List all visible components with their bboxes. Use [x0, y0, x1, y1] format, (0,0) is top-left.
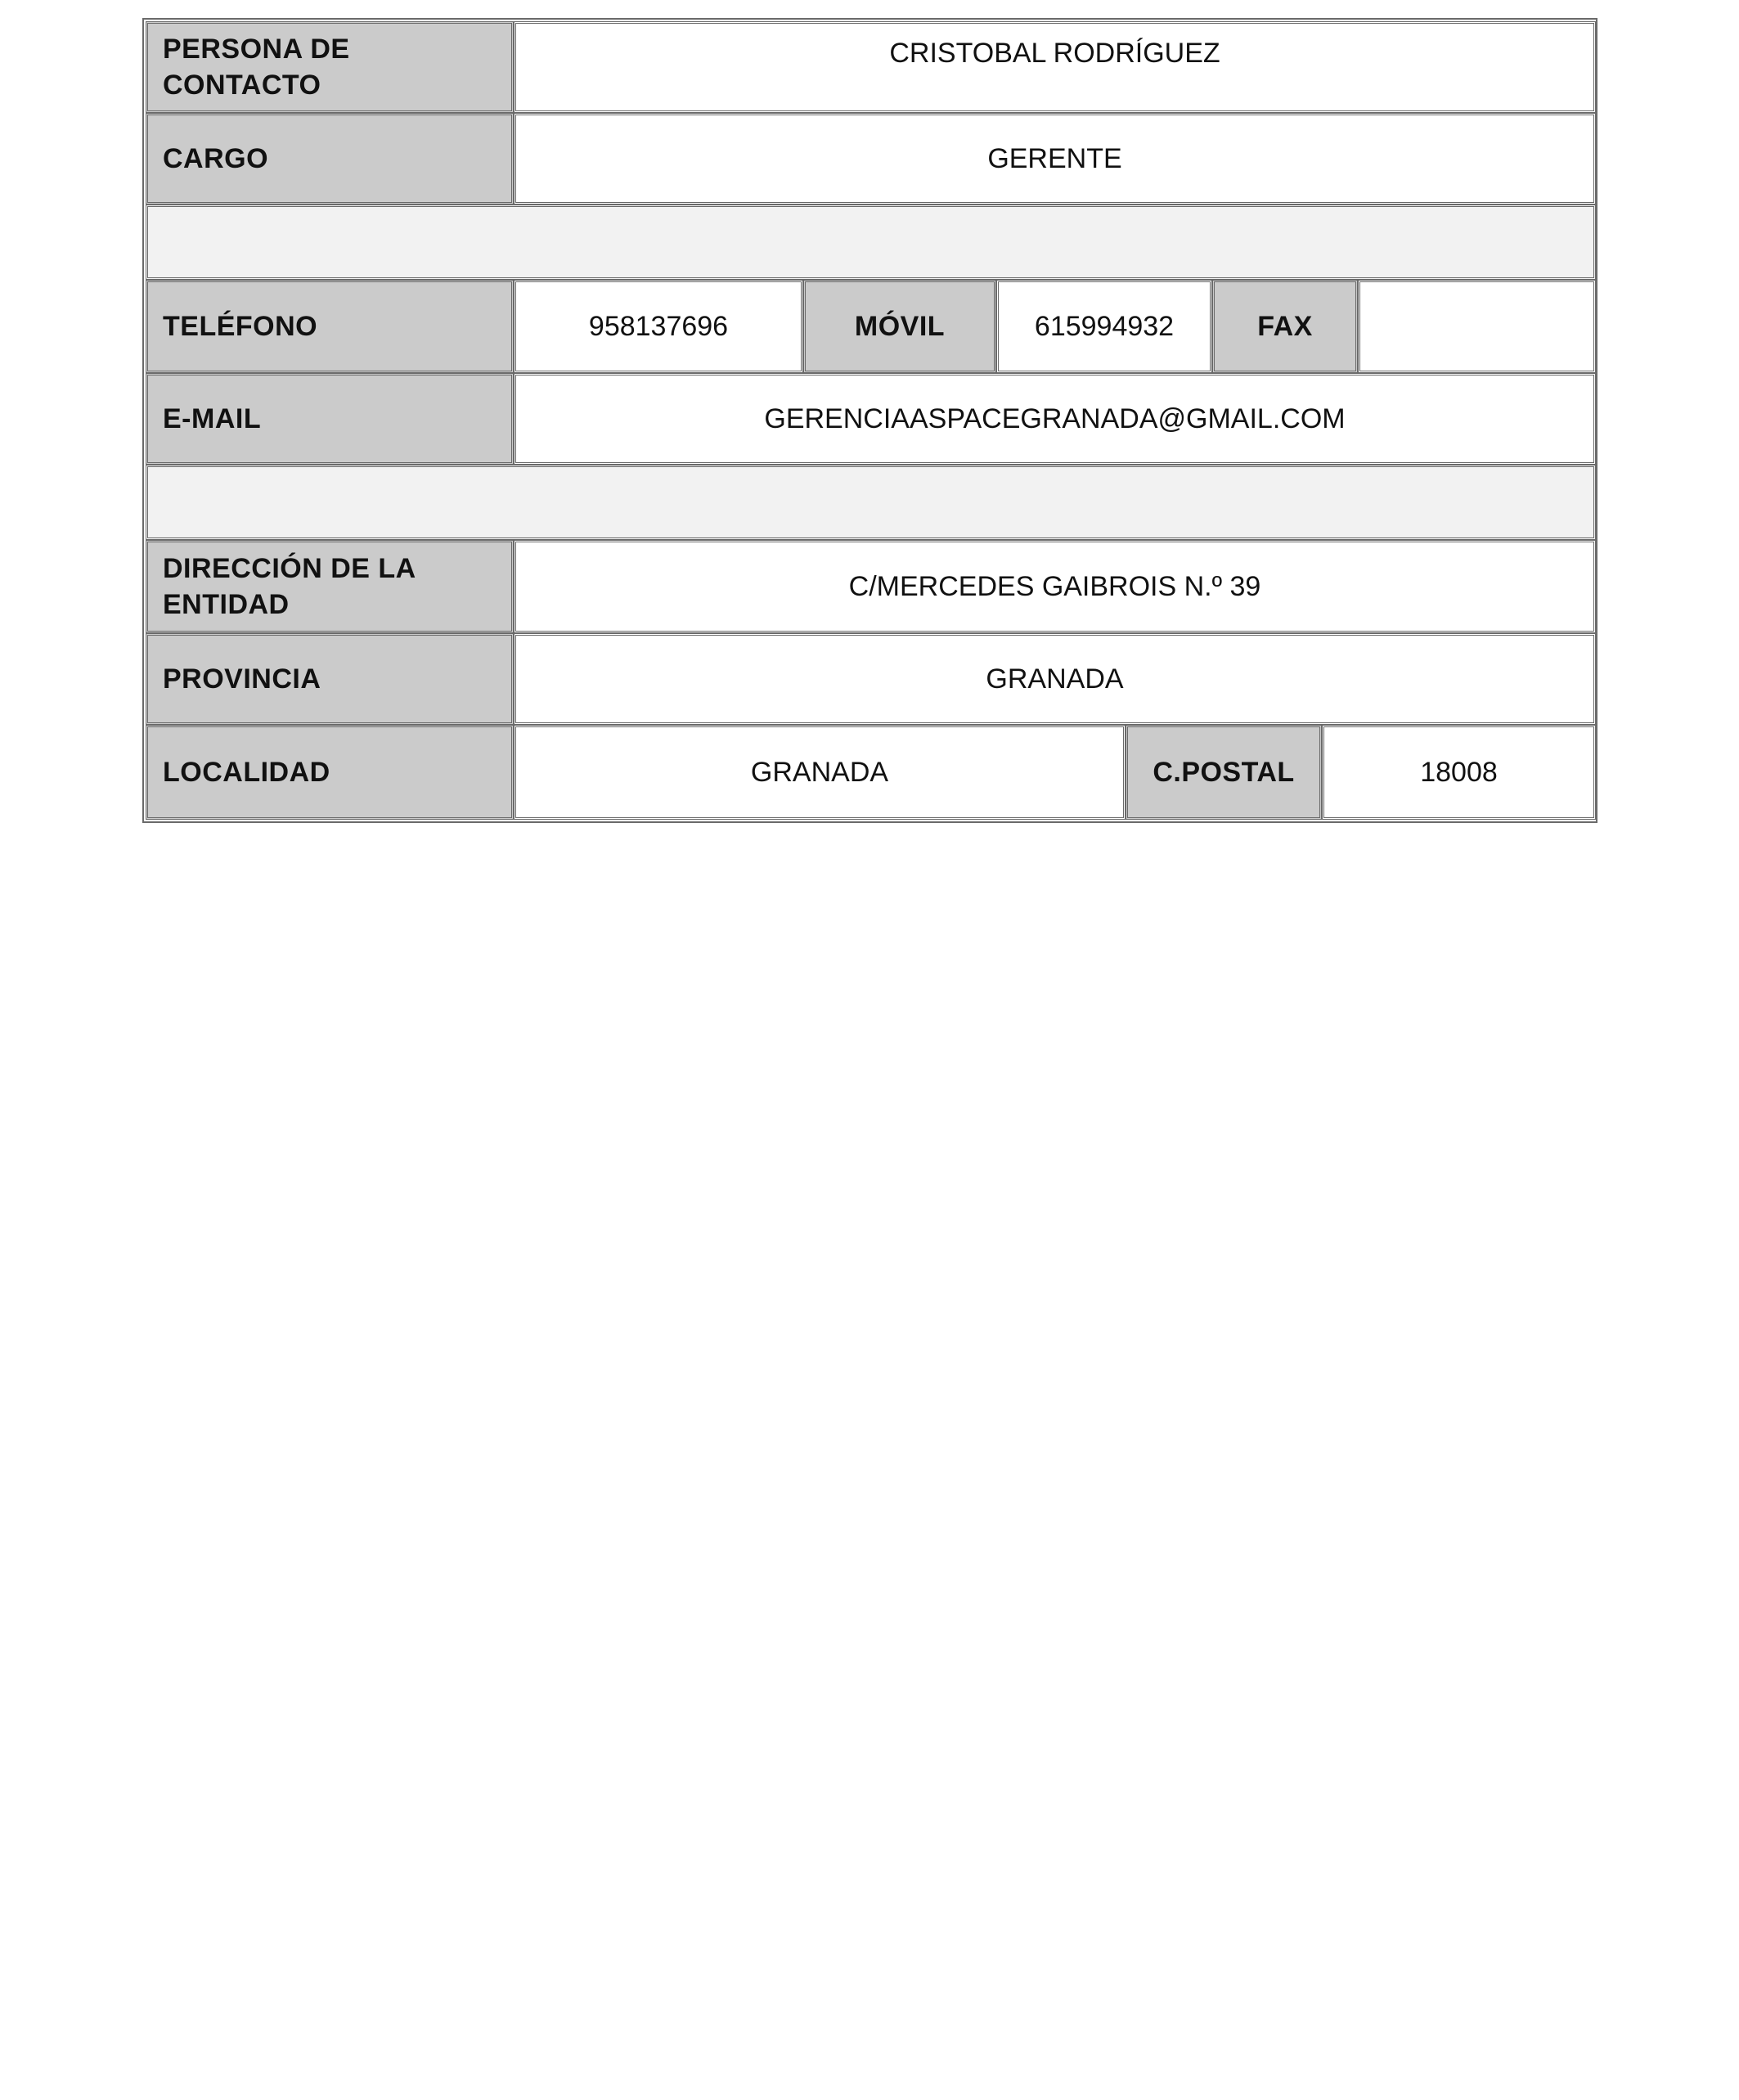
locality-value: GRANADA: [514, 725, 1126, 820]
postal-code-value: 18008: [1322, 725, 1596, 820]
mobile-label: MÓVIL: [803, 280, 996, 373]
province-label: PROVINCIA: [146, 633, 514, 725]
province-value: GRANADA: [514, 633, 1596, 725]
email-value: GERENCIAASPACEGRANADA@GMAIL.COM: [514, 373, 1596, 465]
postal-code-label: C.POSTAL: [1126, 725, 1322, 820]
mobile-value: 615994932: [996, 280, 1212, 373]
contact-person-label: PERSONA DE CONTACTO: [146, 21, 514, 113]
contact-person-value: CRISTOBAL RODRÍGUEZ: [514, 21, 1596, 113]
contact-info-table: [142, 18, 1597, 823]
address-value: C/MERCEDES GAIBROIS N.º 39: [514, 540, 1596, 633]
locality-label: LOCALIDAD: [146, 725, 514, 820]
spacer-row: [146, 465, 1596, 540]
fax-value: [1358, 280, 1596, 373]
fax-label: FAX: [1212, 280, 1358, 373]
position-value: GERENTE: [514, 113, 1596, 205]
email-label: E-MAIL: [146, 373, 514, 465]
position-label: CARGO: [146, 113, 514, 205]
spacer-row: [146, 205, 1596, 280]
phone-label: TELÉFONO: [146, 280, 514, 373]
phone-value: 958137696: [514, 280, 803, 373]
address-label: DIRECCIÓN DE LA ENTIDAD: [146, 540, 514, 633]
